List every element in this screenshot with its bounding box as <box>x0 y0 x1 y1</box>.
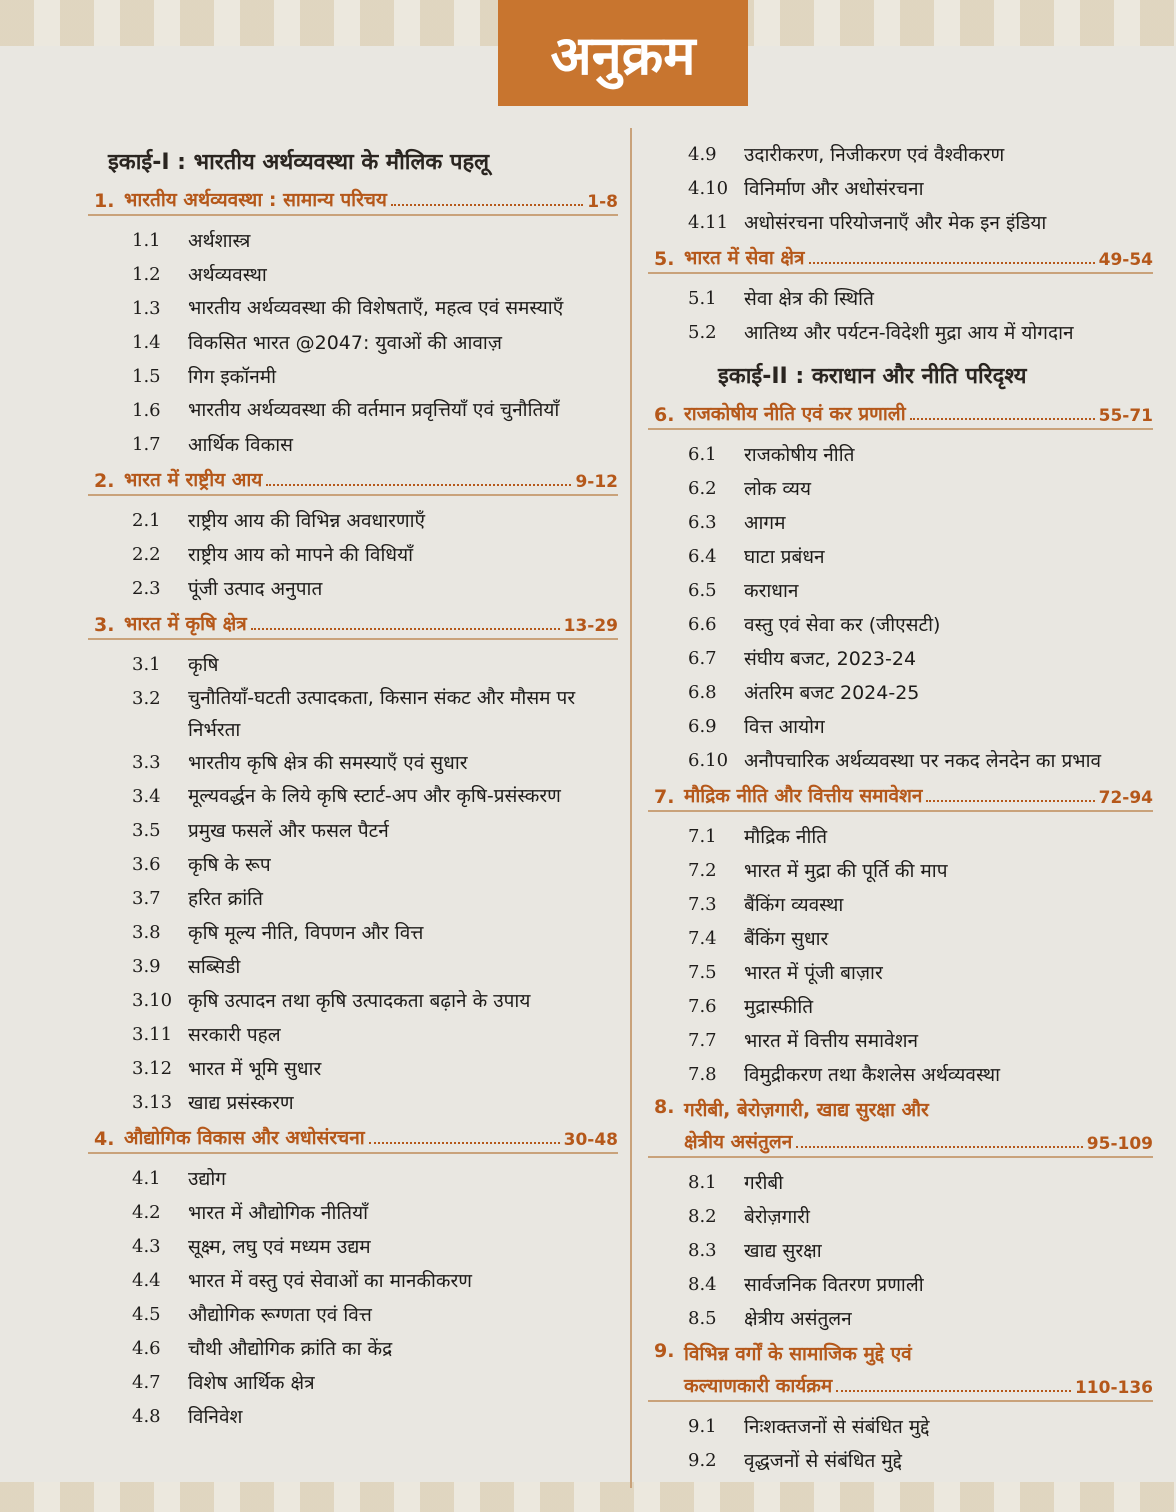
toc-item[interactable] <box>648 1024 1153 1058</box>
item-number: 8.5 <box>688 1308 717 1329</box>
chapter-title: राजकोषीय नीति एवं कर प्रणाली <box>684 403 906 425</box>
item-title: पूंजी उत्पाद अनुपात <box>188 578 323 600</box>
chapter-heading[interactable] <box>648 1340 1153 1402</box>
item-title: भारत में वस्तु एवं सेवाओं का मानकीकरण <box>188 1270 473 1292</box>
chapter-title: भारतीय अर्थव्यवस्था : सामान्य परिचय <box>124 189 387 211</box>
toc-item[interactable] <box>648 1058 1153 1092</box>
chapter-title: कल्याणकारी कार्यक्रम <box>684 1375 833 1397</box>
item-title: विशेष आर्थिक क्षेत्र <box>188 1372 315 1394</box>
item-number: 8.3 <box>688 1240 717 1261</box>
chapter-heading[interactable] <box>88 1124 618 1154</box>
toc-item[interactable] <box>648 854 1153 888</box>
item-title: खाद्य सुरक्षा <box>744 1240 822 1262</box>
toc-item[interactable] <box>648 540 1153 574</box>
item-number: 3.3 <box>132 752 161 773</box>
toc-item[interactable] <box>88 1400 618 1434</box>
toc-item[interactable] <box>648 574 1153 608</box>
chapter-title: भारत में राष्ट्रीय आय <box>124 469 263 491</box>
toc-item[interactable] <box>648 888 1153 922</box>
toc-item[interactable] <box>648 316 1153 350</box>
item-title: विनिवेश <box>188 1406 243 1428</box>
item-number: 6.2 <box>688 478 717 499</box>
toc-item[interactable] <box>88 428 618 462</box>
toc-item[interactable] <box>88 1366 618 1400</box>
toc-item[interactable] <box>648 1268 1153 1302</box>
item-number: 7.8 <box>688 1064 717 1085</box>
dot-leader <box>809 262 1095 264</box>
item-number: 1.6 <box>132 400 161 421</box>
toc-item[interactable] <box>88 326 618 360</box>
item-title: आतिथ्य और पर्यटन-विदेशी मुद्रा आय में योगदान <box>744 322 1074 344</box>
item-title: सूक्ष्म, लघु एवं मध्यम उद्यम <box>188 1236 371 1258</box>
item-title: अनौपचारिक अर्थव्यवस्था पर नकद लेनदेन का प्रभाव <box>744 750 1102 772</box>
item-number: 2.3 <box>132 578 161 599</box>
item-title: आगम <box>744 512 786 534</box>
toc-item[interactable] <box>648 676 1153 710</box>
chapter-title-line-1 <box>648 1340 1153 1366</box>
item-number: 3.5 <box>132 820 161 841</box>
item-title: अधोसंरचना परियोजनाएँ और मेक इन इंडिया <box>744 212 1047 234</box>
item-title: वृद्धजनों से संबंधित मुद्दे <box>744 1450 902 1472</box>
item-title: सब्सिडी <box>188 956 241 978</box>
toc-item[interactable] <box>88 1332 618 1366</box>
toc-item[interactable] <box>648 956 1153 990</box>
item-title: भारतीय अर्थव्यवस्था की वर्तमान प्रवृत्तियाँ एवं चुनौतियाँ <box>188 399 560 421</box>
item-number: 7.3 <box>688 894 717 915</box>
item-title: बैंकिंग सुधार <box>744 928 829 950</box>
toc-item[interactable] <box>88 1230 618 1264</box>
item-number: 1.4 <box>132 332 161 353</box>
chapter-title: औद्योगिक विकास और अधोसंरचना <box>124 1127 365 1149</box>
toc-item[interactable] <box>88 950 618 984</box>
item-title: सेवा क्षेत्र की स्थिति <box>744 288 874 310</box>
item-title: विकसित भारत @2047: युवाओं की आवाज़ <box>188 332 502 354</box>
toc-item[interactable] <box>88 984 618 1018</box>
item-title: प्रमुख फसलें और फसल पैटर्न <box>188 820 389 842</box>
chapter-heading[interactable] <box>648 1096 1153 1158</box>
item-number: 3.11 <box>132 1024 173 1045</box>
toc-item[interactable] <box>88 538 618 572</box>
chapter-title: विभिन्न वर्गों के सामाजिक मुद्दे एवं <box>684 1343 912 1365</box>
item-title: मूल्यवर्द्धन के लिये कृषि स्टार्ट-अप और कृषि-प्रसंस्करण <box>188 785 561 807</box>
item-title: चुनौतियाँ-घटती उत्पादकता, किसान संकट और मौसम पर निर्भरता <box>188 687 576 741</box>
item-number: 6.9 <box>688 716 717 737</box>
page-title-box <box>498 0 748 106</box>
item-number: 6.4 <box>688 546 717 567</box>
item-title: मौद्रिक नीति <box>744 826 828 848</box>
item-title: बैंकिंग व्यवस्था <box>744 894 844 916</box>
item-title: मुद्रास्फीति <box>744 996 814 1018</box>
item-title: क्षेत्रीय असंतुलन <box>744 1308 852 1330</box>
column-divider <box>630 128 632 1488</box>
item-number: 3.2 <box>132 688 161 709</box>
item-number: 3.12 <box>132 1058 173 1079</box>
item-number: 3.7 <box>132 888 161 909</box>
chapter-title: क्षेत्रीय असंतुलन <box>684 1131 793 1153</box>
toc-item[interactable] <box>88 1052 618 1086</box>
chapter-number: 8. <box>654 1096 675 1118</box>
dot-leader <box>391 204 583 206</box>
chapter-number: 7. <box>654 786 675 808</box>
chapter-title-line-2 <box>648 1372 1153 1400</box>
chapter-number: 2. <box>94 470 115 492</box>
item-title: निःशक्तजनों से संबंधित मुद्दे <box>744 1416 930 1438</box>
item-title: कराधान <box>744 580 799 602</box>
item-number: 6.1 <box>688 444 717 465</box>
toc-item[interactable] <box>88 814 618 848</box>
toc-item[interactable] <box>88 916 618 950</box>
item-title: वित्त आयोग <box>744 716 825 738</box>
toc-item[interactable] <box>88 292 618 326</box>
item-number: 8.2 <box>688 1206 717 1227</box>
chapter-pages: 55-71 <box>1098 406 1153 426</box>
item-number: 2.2 <box>132 544 161 565</box>
toc-item[interactable] <box>648 472 1153 506</box>
chapter-number: 4. <box>94 1128 115 1150</box>
item-title: संघीय बजट, 2023-24 <box>744 648 917 670</box>
toc-item[interactable] <box>88 360 618 394</box>
item-number: 7.2 <box>688 860 717 881</box>
item-number: 4.4 <box>132 1270 161 1291</box>
item-number: 7.6 <box>688 996 717 1017</box>
item-title: भारत में पूंजी बाज़ार <box>744 962 883 984</box>
item-number: 3.8 <box>132 922 161 943</box>
chapter-number: 6. <box>654 404 675 426</box>
toc-item[interactable] <box>648 172 1153 206</box>
chapter-number: 1. <box>94 190 115 212</box>
item-number: 4.9 <box>688 144 717 165</box>
toc-item[interactable] <box>648 990 1153 1024</box>
item-title: भारत में औद्योगिक नीतियाँ <box>188 1202 369 1224</box>
toc-item[interactable] <box>88 648 618 682</box>
toc-item[interactable] <box>88 746 618 780</box>
item-title: भारत में मुद्रा की पूर्ति की माप <box>744 860 948 882</box>
toc-item[interactable] <box>648 744 1153 778</box>
chapter-pages: 1-8 <box>587 192 618 212</box>
item-number: 4.6 <box>132 1338 161 1359</box>
item-number: 4.7 <box>132 1372 161 1393</box>
toc-item[interactable] <box>648 820 1153 854</box>
right-column <box>648 138 1153 1478</box>
toc-item[interactable] <box>88 1086 618 1120</box>
item-title: आर्थिक विकास <box>188 434 293 456</box>
chapter-number: 9. <box>654 1340 675 1362</box>
dot-leader <box>926 800 1094 802</box>
toc-item[interactable] <box>648 1444 1153 1478</box>
chapter-heading[interactable] <box>648 782 1153 812</box>
item-number: 5.2 <box>688 322 717 343</box>
item-title: सरकारी पहल <box>188 1024 281 1046</box>
toc-item[interactable] <box>648 282 1153 316</box>
toc-item[interactable] <box>88 1298 618 1332</box>
item-number: 4.1 <box>132 1168 161 1189</box>
item-title: भारतीय कृषि क्षेत्र की समस्याएँ एवं सुधार <box>188 752 468 774</box>
toc-item[interactable] <box>88 1162 618 1196</box>
item-title: खाद्य प्रसंस्करण <box>188 1092 294 1114</box>
dot-leader <box>266 484 571 486</box>
toc-item[interactable] <box>88 682 618 746</box>
item-number: 6.8 <box>688 682 717 703</box>
item-number: 4.11 <box>688 212 729 233</box>
item-number: 3.13 <box>132 1092 173 1113</box>
toc-item[interactable] <box>88 1264 618 1298</box>
item-title: सार्वजनिक वितरण प्रणाली <box>744 1274 924 1296</box>
dot-leader <box>796 1146 1083 1148</box>
item-title: भारतीय अर्थव्यवस्था की विशेषताएँ, महत्व एवं समस्याएँ <box>188 297 564 319</box>
item-number: 4.5 <box>132 1304 161 1325</box>
toc-item[interactable] <box>648 922 1153 956</box>
item-number: 2.1 <box>132 510 161 531</box>
toc-item[interactable] <box>88 394 618 428</box>
chapter-title: गरीबी, बेरोज़गारी, खाद्य सुरक्षा और <box>684 1099 929 1121</box>
toc-item[interactable] <box>648 1166 1153 1200</box>
item-title: घाटा प्रबंधन <box>744 546 825 568</box>
item-number: 7.1 <box>688 826 717 847</box>
toc-item[interactable] <box>648 138 1153 172</box>
item-title: औद्योगिक रूग्णता एवं वित्त <box>188 1304 372 1326</box>
dot-leader <box>910 418 1095 420</box>
chapter-heading[interactable] <box>88 466 618 496</box>
item-title: राजकोषीय नीति <box>744 444 855 466</box>
item-title: लोक व्यय <box>744 478 811 500</box>
item-title: भारत में भूमि सुधार <box>188 1058 322 1080</box>
item-number: 4.8 <box>132 1406 161 1427</box>
item-number: 7.4 <box>688 928 717 949</box>
dot-leader <box>836 1390 1071 1392</box>
item-number: 3.10 <box>132 990 173 1011</box>
toc-item[interactable] <box>648 1200 1153 1234</box>
item-number: 7.7 <box>688 1030 717 1051</box>
item-title: उद्योग <box>188 1168 227 1190</box>
item-number: 4.3 <box>132 1236 161 1257</box>
item-number: 6.5 <box>688 580 717 601</box>
page-title: अनुक्रम <box>550 24 696 87</box>
item-title: अर्थव्यवस्था <box>188 264 267 286</box>
item-number: 4.10 <box>688 178 729 199</box>
item-number: 7.5 <box>688 962 717 983</box>
toc-item[interactable] <box>648 1302 1153 1336</box>
item-number: 6.7 <box>688 648 717 669</box>
chapter-pages: 110-136 <box>1074 1378 1153 1398</box>
chapter-pages: 49-54 <box>1098 250 1153 270</box>
item-number: 1.2 <box>132 264 161 285</box>
item-title: राष्ट्रीय आय की विभिन्न अवधारणाएँ <box>188 510 426 532</box>
toc-item[interactable] <box>648 438 1153 472</box>
item-number: 3.1 <box>132 654 161 675</box>
item-title: विमुद्रीकरण तथा कैशलेस अर्थव्यवस्था <box>744 1064 1001 1086</box>
chapter-title: भारत में सेवा क्षेत्र <box>684 247 805 269</box>
toc-item[interactable] <box>88 882 618 916</box>
item-title: कृषि के रूप <box>188 854 271 876</box>
chapter-heading[interactable] <box>88 186 618 216</box>
unit-1-heading: इकाई-I : भारतीय अर्थव्यवस्था के मौलिक पहलू <box>108 150 490 175</box>
toc-item[interactable] <box>648 642 1153 676</box>
chapter-heading[interactable] <box>648 400 1153 430</box>
chapter-title: मौद्रिक नीति और वित्तीय समावेशन <box>684 785 923 807</box>
item-title: कृषि उत्पादन तथा कृषि उत्पादकता बढ़ाने के उपाय <box>188 990 531 1012</box>
item-number: 5.1 <box>688 288 717 309</box>
chapter-title-line-2 <box>648 1128 1153 1156</box>
item-number: 6.6 <box>688 614 717 635</box>
chapter-pages: 13-29 <box>563 616 618 636</box>
item-title: चौथी औद्योगिक क्रांति का केंद्र <box>188 1338 393 1360</box>
toc-item[interactable] <box>88 258 618 292</box>
item-title: हरित क्रांति <box>188 888 263 910</box>
item-title: कृषि मूल्य नीति, विपणन और वित्त <box>188 922 424 944</box>
item-number: 8.1 <box>688 1172 717 1193</box>
item-title: गरीबी <box>744 1172 784 1194</box>
toc-item[interactable] <box>648 1410 1153 1444</box>
item-title: भारत में वित्तीय समावेशन <box>744 1030 919 1052</box>
toc-item[interactable] <box>88 1196 618 1230</box>
item-title: अर्थशास्त्र <box>188 230 251 252</box>
chapter-pages: 95-109 <box>1086 1134 1153 1154</box>
toc-item[interactable] <box>648 506 1153 540</box>
item-number: 6.10 <box>688 750 729 771</box>
item-title: गिग इकॉनमी <box>188 366 277 388</box>
item-number: 1.5 <box>132 366 161 387</box>
toc-item[interactable] <box>648 608 1153 642</box>
unit-2-heading: इकाई-II : कराधान और नीति परिदृश्य <box>718 364 1027 389</box>
item-number: 6.3 <box>688 512 717 533</box>
dot-leader <box>251 628 560 630</box>
chapter-pages: 72-94 <box>1098 788 1153 808</box>
dot-leader <box>369 1142 560 1144</box>
item-number: 3.4 <box>132 786 161 807</box>
item-number: 9.1 <box>688 1416 717 1437</box>
toc-item[interactable] <box>88 848 618 882</box>
toc-item[interactable] <box>88 780 618 814</box>
item-number: 1.1 <box>132 230 161 251</box>
chapter-number: 5. <box>654 248 675 270</box>
toc-item[interactable] <box>648 206 1153 240</box>
item-number: 1.7 <box>132 434 161 455</box>
item-title: विनिर्माण और अधोसंरचना <box>744 178 924 200</box>
item-title: वस्तु एवं सेवा कर (जीएसटी) <box>744 614 941 636</box>
toc-item[interactable] <box>88 504 618 538</box>
item-number: 3.6 <box>132 854 161 875</box>
left-column <box>88 138 618 1434</box>
chapter-title: भारत में कृषि क्षेत्र <box>124 613 247 635</box>
item-number: 8.4 <box>688 1274 717 1295</box>
toc-item[interactable] <box>648 710 1153 744</box>
item-number: 9.2 <box>688 1450 717 1471</box>
toc-item[interactable] <box>88 572 618 606</box>
chapter-title-line-1 <box>648 1096 1153 1122</box>
item-number: 3.9 <box>132 956 161 977</box>
toc-item[interactable] <box>88 224 618 258</box>
item-title: कृषि <box>188 654 219 676</box>
item-title: अंतरिम बजट 2024-25 <box>744 682 920 704</box>
item-title: उदारीकरण, निजीकरण एवं वैश्वीकरण <box>744 144 1005 166</box>
bottom-decorative-stripe <box>0 1482 1176 1512</box>
item-number: 1.3 <box>132 298 161 319</box>
chapter-heading[interactable] <box>88 610 618 640</box>
chapter-heading[interactable] <box>648 244 1153 274</box>
chapter-pages: 30-48 <box>563 1130 618 1150</box>
item-number: 4.2 <box>132 1202 161 1223</box>
chapter-pages: 9-12 <box>575 472 618 492</box>
item-title: राष्ट्रीय आय को मापने की विधियाँ <box>188 544 414 566</box>
toc-item[interactable] <box>648 1234 1153 1268</box>
chapter-number: 3. <box>94 614 115 636</box>
item-title: बेरोज़गारी <box>744 1206 810 1228</box>
toc-item[interactable] <box>88 1018 618 1052</box>
